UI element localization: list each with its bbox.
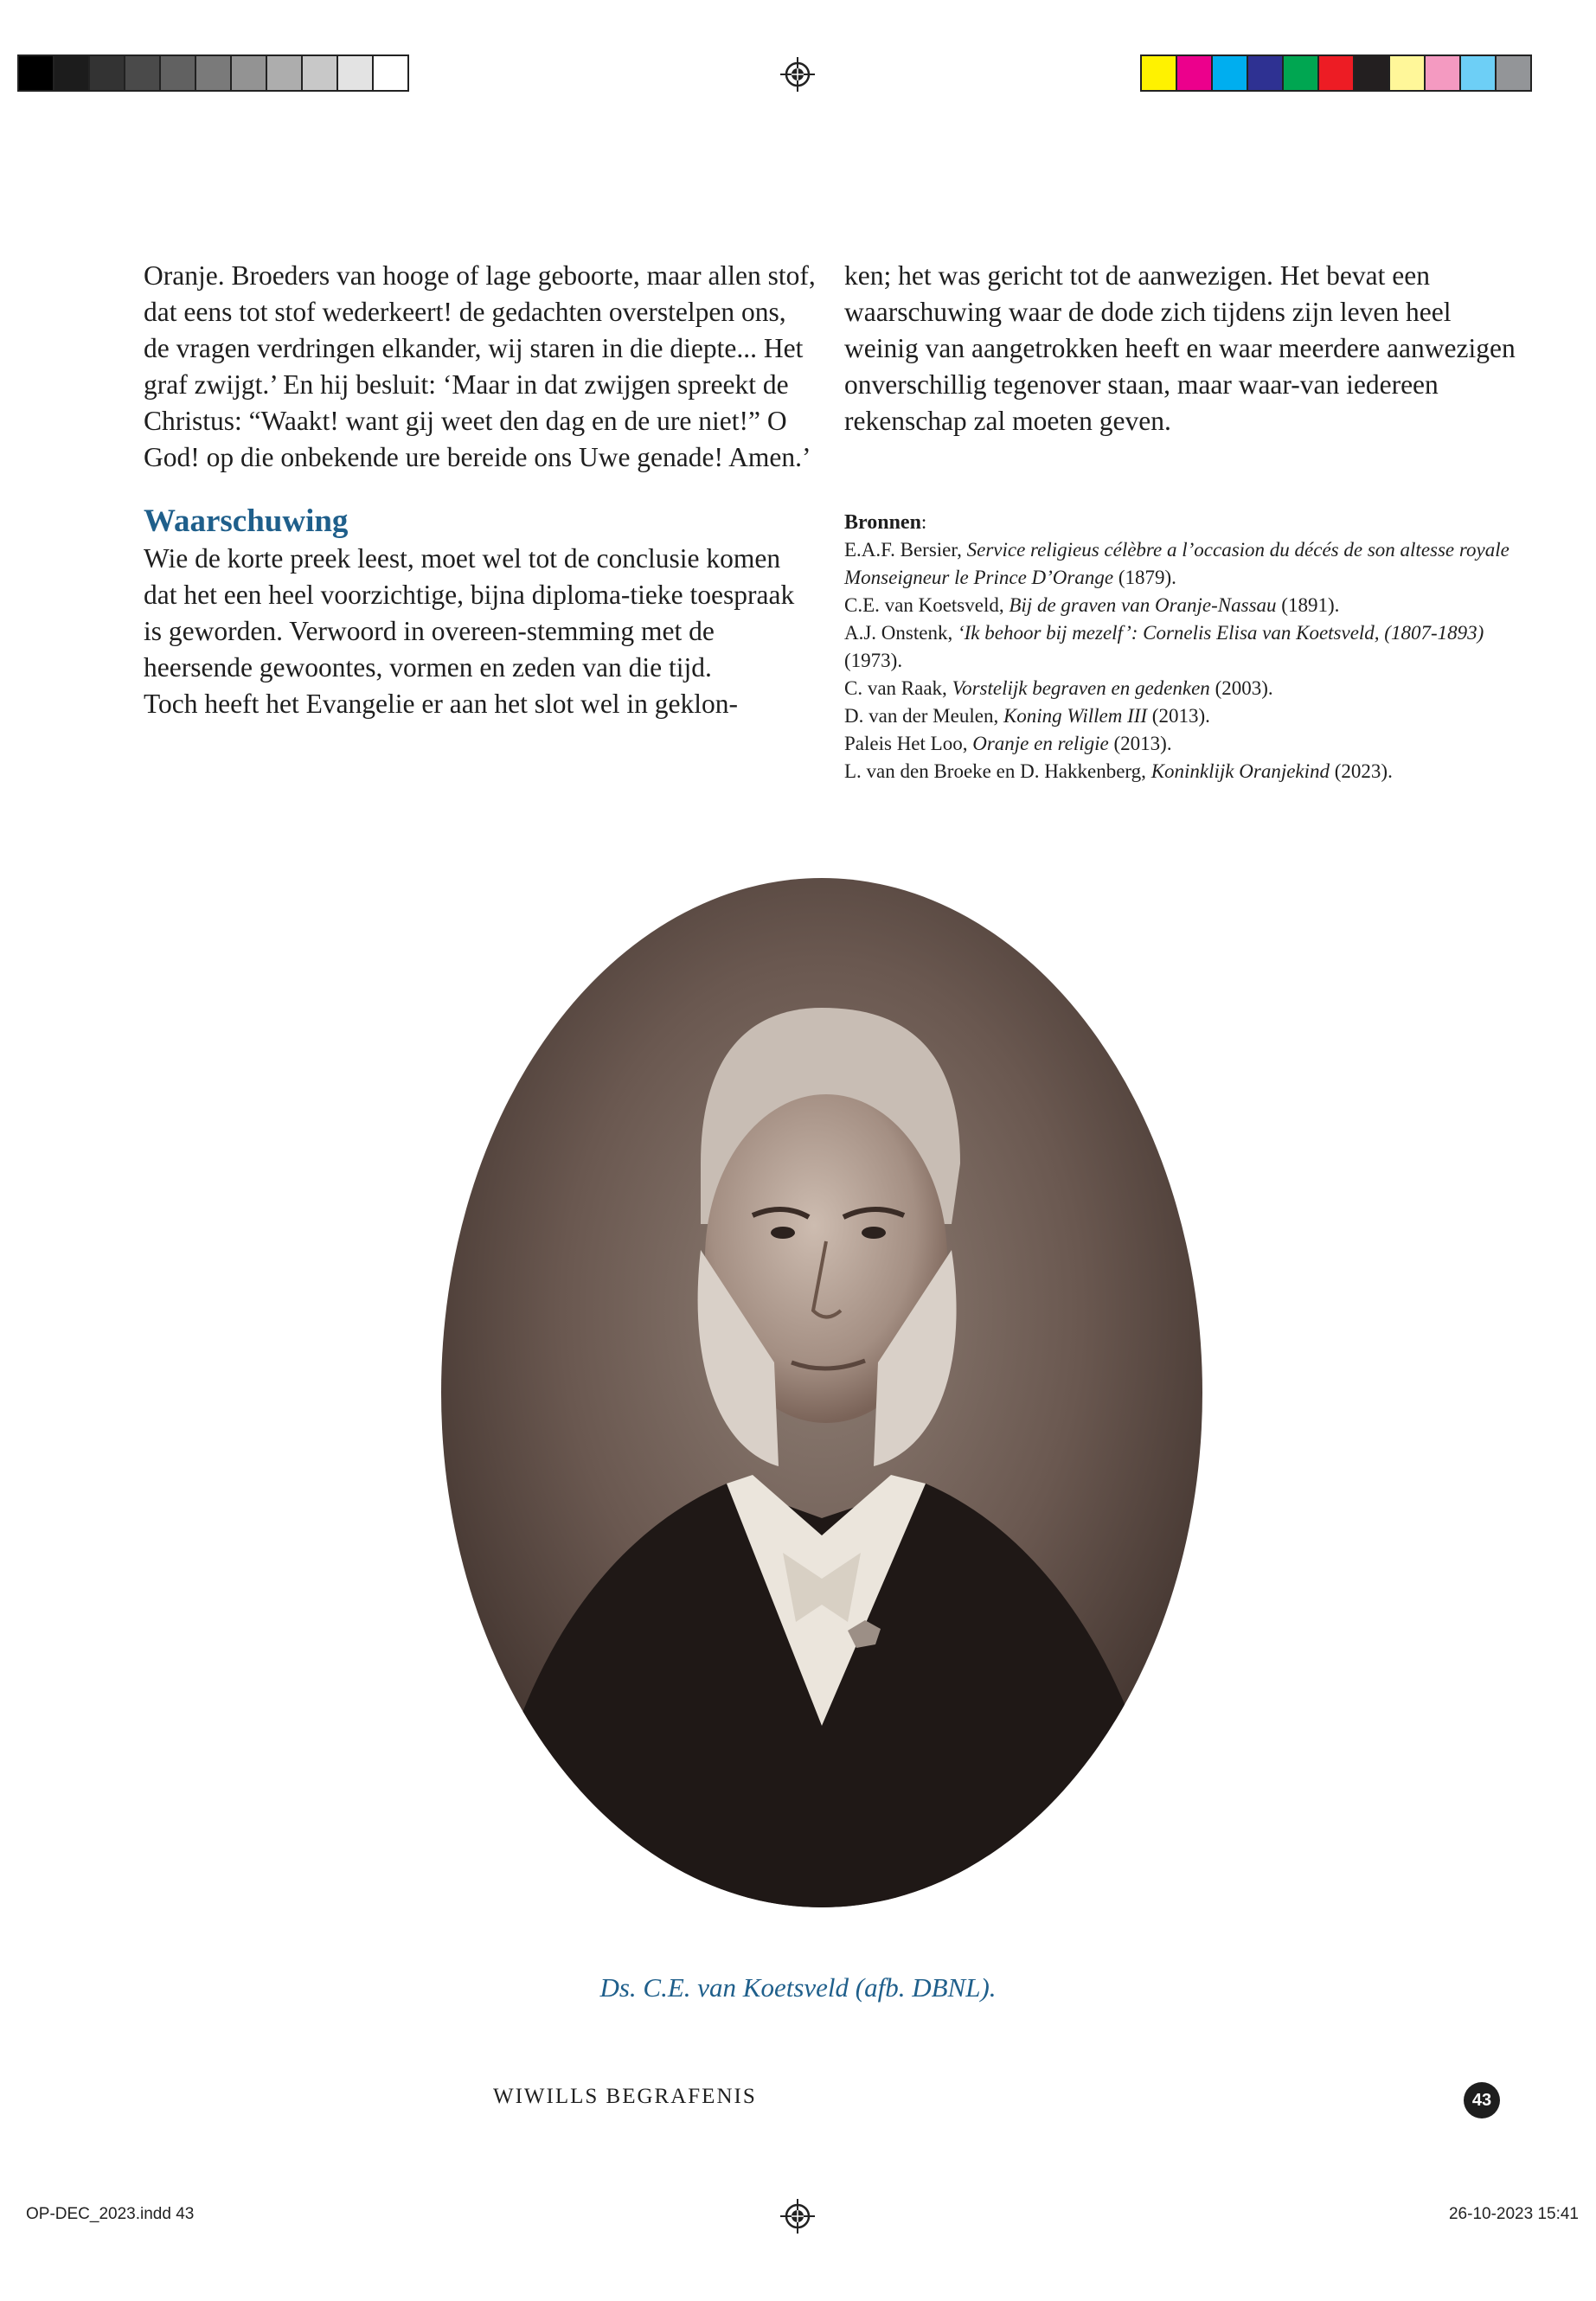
- source-entry: [844, 536, 1528, 592]
- source-title: Service religieus célèbre a l’occasion du décés de son altesse royale Monseigneur le Prince D’Orange: [844, 539, 1509, 588]
- gray-swatch: [53, 54, 90, 92]
- source-entry: [844, 730, 1528, 758]
- sources-list: [844, 509, 1528, 785]
- gray-swatch: [195, 54, 232, 92]
- source-author: Paleis Het Loo,: [844, 733, 973, 754]
- color-swatch: [1459, 54, 1497, 92]
- color-swatch: [1317, 54, 1355, 92]
- source-title: Vorstelijk begraven en gedenken: [952, 677, 1210, 699]
- slug-file-info: OP-DEC_2023.indd 43: [26, 2205, 195, 2223]
- source-author: C. van Raak,: [844, 677, 952, 699]
- color-swatch: [1211, 54, 1248, 92]
- left-text-column: [144, 258, 818, 722]
- gray-swatch: [124, 54, 161, 92]
- source-author: A.J. Onstenk,: [844, 622, 958, 644]
- source-title: Koninklijk Oranjekind: [1151, 760, 1330, 782]
- body-paragraph: Oranje. Broeders van hooge of lage geboorte, maar allen stof, dat eens tot stof wederkeert! de gedachten overstelpen ons, de vragen verdringen elkander, wij staren in die diepte... Het graf zwijgt.’ En hij besluit: ‘Maar in dat zwijgen spreekt de Christus: “Waakt! want gij weet den dag en de ure niet!” O God! op die onbekende ure bereide ons Uwe genade! Amen.’: [144, 260, 816, 472]
- process-color-bar: [1140, 54, 1530, 92]
- source-year: (1879).: [1113, 567, 1176, 588]
- right-text-column: [844, 258, 1528, 785]
- source-entry: [844, 675, 1528, 702]
- source-year: (2013).: [1147, 705, 1210, 727]
- source-year: (2023).: [1330, 760, 1393, 782]
- body-paragraph: Toch heeft het Evangelie er aan het slot wel in geklon-: [144, 689, 739, 719]
- gray-swatch: [301, 54, 338, 92]
- figure-caption: Ds. C.E. van Koetsveld (afb. DBNL).: [599, 1972, 997, 2003]
- gray-swatch: [17, 54, 54, 92]
- color-swatch: [1353, 54, 1390, 92]
- color-swatch: [1282, 54, 1319, 92]
- source-year: (1891).: [1276, 594, 1340, 616]
- gray-swatch: [372, 54, 409, 92]
- registration-mark-icon: [780, 2199, 815, 2234]
- source-entry: [844, 758, 1528, 785]
- source-title: Oranje en religie: [972, 733, 1109, 754]
- registration-mark-icon: [780, 57, 815, 92]
- source-title: ‘Ik behoor bij mezelf’: Cornelis Elisa van Koetsveld, (1807-1893): [957, 622, 1484, 644]
- portrait-photo: [441, 878, 1202, 1907]
- body-paragraph: Wie de korte preek leest, moet wel tot de conclusie komen dat het een heel voorzichtige, bijna diploma-tieke toespraak is geworden. Verwoord in overeen-stemming met de heersende gewoontes, vormen en zeden van die tijd.: [144, 543, 795, 683]
- gray-swatch: [337, 54, 374, 92]
- source-entry: [844, 592, 1528, 619]
- gray-swatch: [159, 54, 196, 92]
- source-author: E.A.F. Bersier,: [844, 539, 967, 561]
- source-entry: [844, 619, 1528, 675]
- color-swatch: [1140, 54, 1177, 92]
- body-paragraph: ken; het was gericht tot de aanwezigen. Het bevat een waarschuwing waar de dode zich tijdens zijn leven heel weinig van aangetrokken heeft en waar meerdere aanwezigen onverschillig tegenover staan, maar waar-van iedereen rekenschap zal moeten geven.: [844, 260, 1516, 436]
- source-year: (1973).: [844, 650, 903, 671]
- source-author: C.E. van Koetsveld,: [844, 594, 1010, 616]
- source-title: Koning Willem III: [1003, 705, 1148, 727]
- color-swatch: [1176, 54, 1213, 92]
- color-swatch: [1247, 54, 1284, 92]
- sources-heading-colon: :: [920, 511, 927, 533]
- color-swatch: [1424, 54, 1461, 92]
- portrait-oval-image: [441, 878, 1202, 1907]
- slug-date-time: 26-10-2023 15:41: [1448, 2205, 1579, 2223]
- section-heading: Waarschuwing: [144, 503, 349, 539]
- grayscale-color-bar: [17, 54, 407, 92]
- source-year: (2003).: [1209, 677, 1273, 699]
- source-author: L. van den Broeke en D. Hakkenberg,: [844, 760, 1151, 782]
- source-title: Bij de graven van Oranje-Nassau: [1009, 594, 1277, 616]
- page-number-badge: 43: [1464, 2082, 1500, 2118]
- sources-heading: Bronnen: [844, 511, 921, 534]
- source-entry: [844, 702, 1528, 730]
- gray-swatch: [88, 54, 125, 92]
- color-swatch: [1495, 54, 1532, 92]
- color-swatch: [1388, 54, 1426, 92]
- gray-swatch: [230, 54, 267, 92]
- gray-swatch: [266, 54, 303, 92]
- running-footer-title: WIWILLS BEGRAFENIS: [493, 2085, 757, 2108]
- source-year: (2013).: [1108, 733, 1172, 754]
- source-author: D. van der Meulen,: [844, 705, 1003, 727]
